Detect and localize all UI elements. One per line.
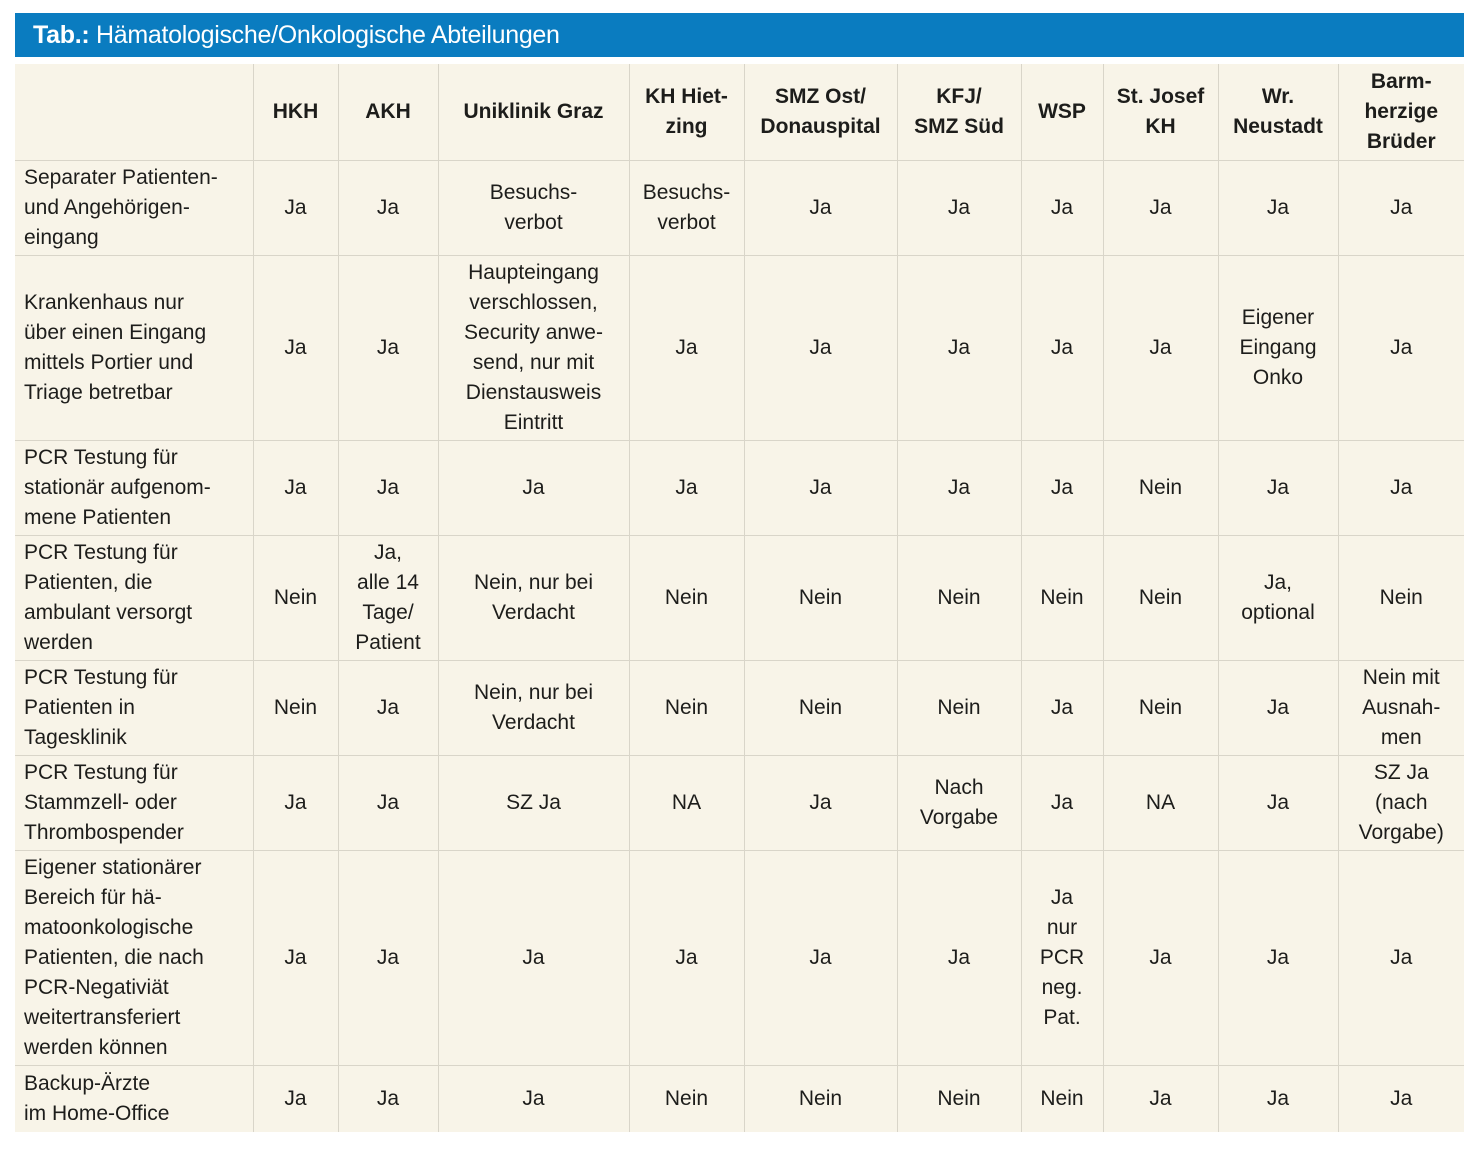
table-cell: Ja	[629, 850, 744, 1065]
table-cell: Ja	[1218, 660, 1338, 755]
header-cell: Uniklinik Graz	[438, 64, 629, 160]
table-cell: Ja	[438, 850, 629, 1065]
table-row	[15, 160, 1464, 255]
table-cell: Nein, nur bei Verdacht	[438, 535, 629, 660]
table-cell: Nein	[629, 1065, 744, 1132]
table-cell: Nein	[897, 1065, 1021, 1132]
table-row	[15, 1065, 1464, 1132]
table-cell: Ja	[1390, 1086, 1413, 1110]
table-cell: Ja	[1218, 850, 1338, 1065]
table-cell: Ja	[1103, 850, 1218, 1065]
header-cell: KFJ/ SMZ Süd	[897, 64, 1021, 160]
table-cell: Ja	[338, 850, 438, 1065]
row-label: Backup-Ärzte im Home-Office	[15, 1065, 253, 1132]
table-cell: Ja	[253, 255, 338, 440]
table-cell: Ja	[1218, 755, 1338, 850]
table-cell: Eigener Eingang Onko	[1218, 255, 1338, 440]
table-cell: Haupteingang verschlossen, Security anwe- send, nur mit Dienstausweis Eintritt	[438, 255, 629, 440]
table-cell: Nein, nur bei Verdacht	[438, 660, 629, 755]
table-cell: Nein	[253, 660, 338, 755]
table-cell: Nein	[1021, 1065, 1103, 1132]
table-cell: Ja	[897, 255, 1021, 440]
table-title-banner	[15, 13, 1464, 57]
table-cell: SZ Ja	[438, 755, 629, 850]
table-cell: Besuchs- verbot	[629, 160, 744, 255]
row-label: PCR Testung für Patienten in Tagesklinik	[15, 660, 253, 755]
header-cell	[15, 64, 253, 160]
header-cell: AKH	[338, 64, 438, 160]
table-row	[15, 850, 1464, 1065]
table-cell: Ja	[1103, 160, 1218, 255]
row-label: Krankenhaus nur über einen Eingang mittels Portier und Triage betretbar	[15, 255, 253, 440]
table-cell: Nein mit Ausnah- men	[1338, 660, 1464, 755]
header-cell: Wr. Neustadt	[1218, 64, 1338, 160]
table-cell: Nein	[629, 535, 744, 660]
table-cell: Ja	[253, 1065, 338, 1132]
table-cell: Ja	[253, 160, 338, 255]
table-cell: Nein	[1103, 660, 1218, 755]
table-cell: Ja	[253, 850, 338, 1065]
table-cell: Ja	[1021, 440, 1103, 535]
table-cell: Nein	[744, 1065, 897, 1132]
table-cell: Ja	[338, 440, 438, 535]
table-cell: Ja	[338, 160, 438, 255]
table-title: Hämatologische/Onkologische Abteilungen	[96, 21, 560, 49]
table-cell: Ja, optional	[1218, 535, 1338, 660]
table-cell: Ja	[1338, 850, 1464, 1065]
row-label: Eigener stationärer Bereich für hä- matoonkologische Patienten, die nach PCR-Negativiät weitertransferiert werden können	[15, 850, 253, 1065]
table-cell: Nein	[897, 660, 1021, 755]
table-cell: Ja	[1021, 160, 1103, 255]
table-cell: Nein	[897, 535, 1021, 660]
table-cell: Ja	[1021, 755, 1103, 850]
table-cell: Nein	[1021, 535, 1103, 660]
table-cell: Ja	[744, 755, 897, 850]
table-cell: Ja	[897, 160, 1021, 255]
table-cell: Ja	[1218, 440, 1338, 535]
table-cell: NA	[629, 755, 744, 850]
header-cell: KH Hiet- zing	[629, 64, 744, 160]
header-cell: WSP	[1021, 64, 1103, 160]
table-cell: Ja	[1338, 160, 1464, 255]
table-cell: Ja, alle 14 Tage/ Patient	[338, 535, 438, 660]
header-row	[15, 64, 1464, 160]
header-cell: HKH	[253, 64, 338, 160]
table-row	[15, 255, 1464, 440]
table-cell: Ja	[629, 440, 744, 535]
table-cell: Ja	[897, 850, 1021, 1065]
table-cell: Ja	[744, 160, 897, 255]
header-cell: St. Josef KH	[1103, 64, 1218, 160]
comparison-table	[15, 64, 1464, 1132]
table-cell: Ja	[1103, 1065, 1218, 1132]
table-cell: Ja	[1218, 1065, 1338, 1132]
table-cell: Nein	[744, 660, 897, 755]
row-label: PCR Testung für stationär aufgenom- mene Patienten	[15, 440, 253, 535]
table-cell: Ja	[1103, 255, 1218, 440]
row-label: PCR Testung für Patienten, die ambulant versorgt werden	[15, 535, 253, 660]
table-cell: Ja	[338, 660, 438, 755]
table-cell: Ja	[338, 1065, 438, 1132]
table-cell: Ja	[438, 1065, 629, 1132]
table-cell: Ja nur PCR neg. Pat.	[1021, 850, 1103, 1065]
table-cell: Ja	[438, 440, 629, 535]
table-cell: Nein	[1338, 535, 1464, 660]
table-cell: Besuchs- verbot	[438, 160, 629, 255]
table-cell: Ja	[1338, 255, 1464, 440]
table-cell: Ja	[744, 850, 897, 1065]
table-cell: Nein	[253, 535, 338, 660]
table-cell: Ja	[744, 255, 897, 440]
row-label: Separater Patienten- und Angehörigen- eingang	[15, 160, 253, 255]
header-cell: Barm- herzige Brüder	[1338, 64, 1464, 160]
table-title-prefix: Tab.:	[33, 21, 90, 49]
table-cell: Ja	[1338, 440, 1464, 535]
table-cell: Ja	[629, 255, 744, 440]
table-row	[15, 755, 1464, 850]
table-cell: Ja	[744, 440, 897, 535]
table-cell: SZ Ja (nach Vorgabe)	[1338, 755, 1464, 850]
table-cell: Nein	[1103, 535, 1218, 660]
table-row	[15, 660, 1464, 755]
table-cell: Ja	[253, 440, 338, 535]
table-cell: NA	[1103, 755, 1218, 850]
table-cell: Nein	[629, 660, 744, 755]
table-row	[15, 440, 1464, 535]
row-label: PCR Testung für Stammzell- oder Thrombospender	[15, 755, 253, 850]
table-cell: Ja	[338, 255, 438, 440]
table-cell: Ja	[897, 440, 1021, 535]
header-cell: SMZ Ost/ Donauspital	[744, 64, 897, 160]
table-cell: Ja	[253, 755, 338, 850]
table-cell: Nach Vorgabe	[897, 755, 1021, 850]
table-cell: Ja	[1021, 660, 1103, 755]
table-cell: Nein	[1103, 440, 1218, 535]
table-cell: Ja	[338, 755, 438, 850]
table-cell: Nein	[744, 535, 897, 660]
table-cell: Ja	[1021, 255, 1103, 440]
table-row	[15, 535, 1464, 660]
table-cell: Ja	[1218, 160, 1338, 255]
